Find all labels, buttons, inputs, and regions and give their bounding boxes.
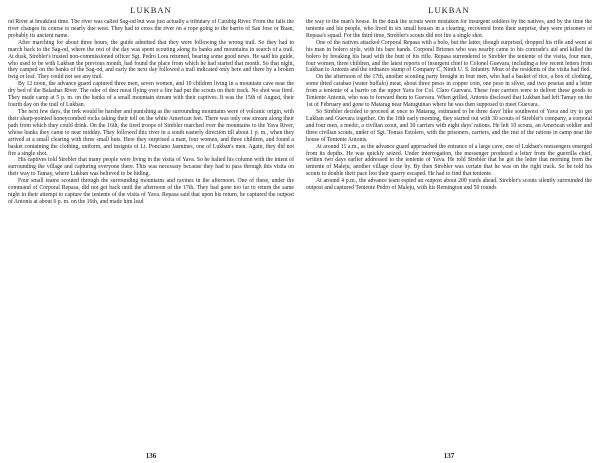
paragraph: At around 4 p.m., the advance team espied an outpost about 200 yards ahead. Strebler's scouts silently surrounded the outpost and captured Teniente Pedro of Maleju, with his Remington and 50 rounds xyxy=(306,178,592,192)
paragraph: On the afternoon of the 17th, another scouting party brought in four men, who had a basket of rice, a box of clothing, some dried carabao (water buffalo) meat, about three pesos in copper coin, one peso in silver, and two pesetas and a letter from a teniente of a barrio on the upper Yava for Col. Claro Guevara. These four carriers were to deliver these goods to Teniente Antonis, who was to forward them to Guevara. When grilled, Antonis disclosed that Lukban had left Tamay on the 1st of February and gone to Matarag near Matuguinao where he was then supposed to meet Guevara. xyxy=(306,74,592,109)
paragraph: od River at breakfast time. The river was called Sag-od but was just actually a tributary of Catubig River. From the falls the river changes its course to nearly due west. They had to cross the river on a rope going to the barrio of San Jose or Buan, probably its ancient name. xyxy=(8,19,294,39)
page-body xyxy=(306,19,592,451)
paragraph: The next few days, the trek would be harsher and punishing as the surrounding mountains were of volcanic origin, with their sharp-pointed honeycombed rocks taking their toll on the white American feet. There was only one stream along their path from which they could drink. On the 16th, the tired troops of Strebler marched over the mountains to the Yava River, whose banks they came to near midday. They followed this river in a south easterly direction till about 1 p. m., when they arrived at a small clearing with three small huts. Here they surprised a man, four women, and three children, and found a basket containing the clothing, uniform, and insignia of Lt. Ponciano Jasmines, one of Lukban's men. Again, they did not fire a single shot. xyxy=(8,108,294,157)
paragraph: After marching for about three hours, the guide admitted that they were following the wrong trail. So they had to march back to the Sag-od, where the rest of the day was spent scouting along its banks and mountains in search of a trail. At dusk, Strebler's trusted non-commissioned officer Sgt. Pedro Lora returned, bearing some good news. He said his guide, who used to be with Lukban the previous month, had found the place from which he had started that month. So that night, they camped on the banks of the Sag-od, and early the next day followed a trail indicated only here and there by a broken twig or leaf. They could not see any trail. xyxy=(8,39,294,81)
running-head: LUKBAN xyxy=(428,5,470,15)
paragraph: His captives told Strebler that many people were living in the visita of Yava. So he halted his column with the intent of surrounding the village and capturing everyone there. This was necessary because they had to pass through this visita on their way to Tamay, where Lukban was believed to be hiding. xyxy=(8,157,294,178)
right-page xyxy=(306,0,592,463)
paragraph: Four small teams scouted through the surrounding mountains and ravines in the afternoon. One of these, under the command of Corporal Repasa, did not get back until the afternoon of the 17th. They had gone too far to return the same night in their attempt to capture the teniente of the visita of Yava. Repasa said that upon his return, he captured the outpost of Antonis at about 6 p. m. on the 16th, and made him lead xyxy=(8,178,294,205)
page-number: 137 xyxy=(443,452,455,460)
paragraph: By 12 noon, the advance guard captured three men, seven women, and 10 children living in a mountain cave near the dry bed of the Balashas River. The odor of deer meat flying over a fire had put the scouts on their track. No shot was fired. They made camp at 5 p. m. on the banks of a small mountain stream with their captives. It was the 15th of August, their fourth day on the trail of Lukban. xyxy=(8,81,294,109)
running-head: LUKBAN xyxy=(130,5,172,15)
paragraph: So Strebler decided to proceed at once to Matarag, estimated to be three days' hike southwest of Yava and try to get Lukban and Guevara together. On the 18th early morning, they started out with 30 scouts of Strebler's company, a corporal and four men, a medic, a civilian scout, and 30 carriers with eight days' rations. He left 10 scouts, an American soldier and three civilian scouts, under of Sgt. Tomas Estolero, with the prisoners, carriers, and the rest of the rations in camp near the house of Teniente Antonis. xyxy=(306,108,592,143)
paragraph: the way to the man's house. In the dusk the scouts were mistaken for insurgent soldiers by the natives, and by the time the teniente and his people, who lived in six small houses in a clearing, recovered from their surprise, they were prisoners of Repasa's squad. For the third time, Strebler's scouts did not fire a single shot. xyxy=(306,19,592,39)
paragraph: One of the natives attacked Corporal Repasa with a bolo, but the latter, though surprised, dropped his rifle and went at his man in bolero style, with his bare hands. Corporal Briones who was nearby came to his comrade's aid and killed the bolero by breaking his head with the butt of his rifle. Repasa surrendered to Strebler the teniente of the visita, four men, four women, three children, and the latest reports of insurgent chief to Colonel Guevara, including a few recent letters from Lukban to Antonis and the ordnance stamp of Company C, Ninth U. S. Infantry. Most of the residents of the visita had fled. xyxy=(306,39,592,74)
page-body xyxy=(8,19,294,451)
page-number: 136 xyxy=(145,452,157,460)
left-page xyxy=(8,0,294,463)
paragraph: At around 11 a.m., as the advance guard approached the entrance of a large cave, one of Lukban's messengers emerged from its depths. He was quickly seized. Under interrogation, the messenger produced a letter from the guerrilla chief, written two days earlier addressed to the teniente of Yava. He told Strebler that he got the letter that morning from the teniente of Maleju, another village close by. By then Strebler was certain that he was on the right track. So he told his scouts to double their pace lest their quarry escaped. He had to find that teniente. xyxy=(306,143,592,178)
